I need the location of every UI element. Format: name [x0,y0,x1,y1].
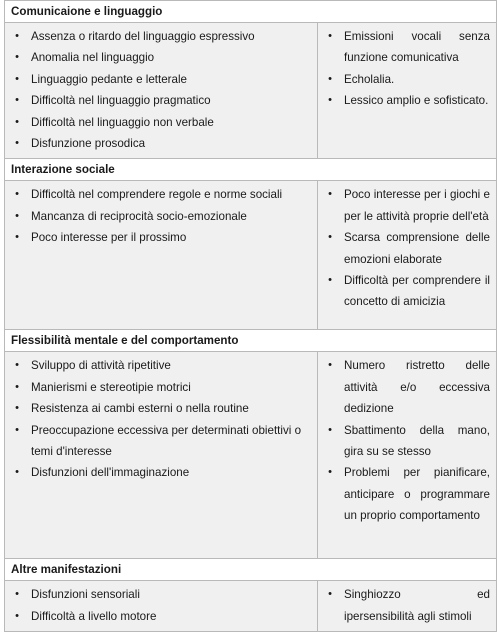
section-header-row [5,330,497,352]
bullet-icon: • [328,188,332,201]
right-bullet-list [318,23,496,116]
list-item [322,227,490,270]
section-body-row [5,181,497,330]
list-item [322,584,490,627]
list-item [9,90,311,111]
bullet-icon: • [15,609,19,622]
list-item [9,420,311,463]
section-title: Altre manifestazioni [11,563,122,577]
bullet-icon: • [15,72,19,85]
list-item [322,184,490,227]
list-item-text: Disfunzioni sensoriali [31,588,140,602]
list-item [322,420,490,463]
bullet-icon: • [15,231,19,244]
list-item [9,47,311,68]
list-item-text: Poco interesse per i giochi e per le attività proprie dell'età [344,188,490,223]
bullet-icon: • [15,115,19,128]
list-item [9,69,311,90]
left-column-cell [5,23,318,159]
list-item-text: Linguaggio pedante e letterale [31,72,188,86]
section-title: Interazione sociale [11,163,115,177]
list-item-text: Difficoltà nel linguaggio pragmatico [31,94,211,108]
bullet-icon: • [15,209,19,222]
list-item-text: Anomalia nel linguaggio [31,51,155,65]
left-bullet-list [5,181,317,252]
list-item [9,398,311,419]
list-item-text: Difficoltà a livello motore [31,609,157,623]
list-item-text: Disfunzione prosodica [31,137,146,151]
list-item [9,133,311,154]
list-item [9,377,311,398]
left-column-cell [5,581,318,632]
section-header-cell [5,559,497,581]
section-header-row [5,559,497,581]
right-column-cell [318,581,497,632]
list-item-text: Preoccupazione eccessiva per determinati obiettivi o temi d'interesse [31,423,302,459]
list-item [322,462,490,526]
section-header-cell [5,159,497,181]
list-item-text: Echolalia. [344,72,395,86]
list-item-text: Scarsa comprensione delle emozioni elaborate [344,231,490,266]
section-body-row [5,352,497,559]
section-body-row [5,23,497,159]
list-item [9,112,311,133]
right-bullet-list [318,581,496,631]
list-item-text: Assenza o ritardo del linguaggio espressivo [31,30,255,43]
list-item-text: Lessico amplio e sofisticato. [344,94,489,108]
left-bullet-list [5,581,317,631]
right-bullet-list [318,181,496,316]
bullet-icon: • [15,94,19,107]
symptoms-table [4,0,497,632]
bullet-icon: • [328,466,332,479]
right-bullet-list [318,352,496,530]
section-header-cell [5,1,497,23]
list-item-text: Disfunzioni dell'immaginazione [31,466,190,480]
list-item-text: Emissioni vocali senza funzione comunicativa [344,30,490,65]
bullet-icon: • [328,94,332,107]
left-column-cell [5,181,318,330]
list-item [322,69,490,90]
list-item [322,26,490,69]
list-item-text: Singhiozzo ed ipersensibilità agli stimoli [344,588,490,623]
list-item-text: Difficoltà nel linguaggio non verbale [31,115,214,129]
right-column-cell [318,352,497,559]
right-column-cell [318,23,497,159]
list-item [9,606,311,627]
section-header-row [5,159,497,181]
list-item-text: Numero ristretto delle attività e/o eccessiva dedizione [344,359,490,416]
bullet-icon: • [328,30,332,42]
bullet-icon: • [328,423,332,436]
bullet-icon: • [328,274,332,287]
left-bullet-list [5,23,317,158]
section-title: Comunicaione e linguaggio [11,5,163,18]
bullet-icon: • [15,51,19,64]
list-item-text: Sviluppo di attività ripetitive [31,359,171,373]
bullet-icon: • [15,188,19,201]
list-item-text: Mancanza di reciprocità socio-emozionale [31,209,247,223]
list-item-text: Sbattimento della mano, gira su se stesso [344,423,490,459]
list-item [9,206,311,227]
bullet-icon: • [15,402,19,415]
list-item [9,462,311,483]
list-item [9,26,311,47]
list-item-text: Resistenza ai cambi esterni o nella routine [31,402,249,416]
section-header-row [5,1,497,23]
list-item [322,355,490,419]
list-item-text: Problemi per pianificare, anticipare o programmare un proprio comportamento [344,466,490,523]
list-item [322,90,490,111]
left-bullet-list [5,352,317,487]
list-item-text: Difficoltà nel comprendere regole e norme sociali [31,188,283,202]
left-column-cell [5,352,318,559]
list-item [322,270,490,313]
bullet-icon: • [15,137,19,150]
list-item-text: Manierismi e stereotipie motrici [31,380,191,394]
bullet-icon: • [15,423,19,436]
bullet-icon: • [15,466,19,479]
list-item [9,584,311,605]
bullet-icon: • [15,588,19,601]
bullet-icon: • [15,30,19,42]
bullet-icon: • [328,588,332,601]
list-item-text: Difficoltà per comprendere il concetto di amicizia [344,274,490,309]
bullet-icon: • [15,359,19,372]
bullet-icon: • [328,231,332,244]
bullet-icon: • [15,380,19,393]
section-title: Flessibilità mentale e del comportamento [11,334,239,348]
bullet-icon: • [328,72,332,85]
right-column-cell [318,181,497,330]
list-item-text: Poco interesse per il prossimo [31,231,187,245]
list-item [9,355,311,376]
list-item [9,184,311,205]
list-item [9,227,311,248]
section-body-row [5,581,497,632]
section-header-cell [5,330,497,352]
bullet-icon: • [328,359,332,372]
